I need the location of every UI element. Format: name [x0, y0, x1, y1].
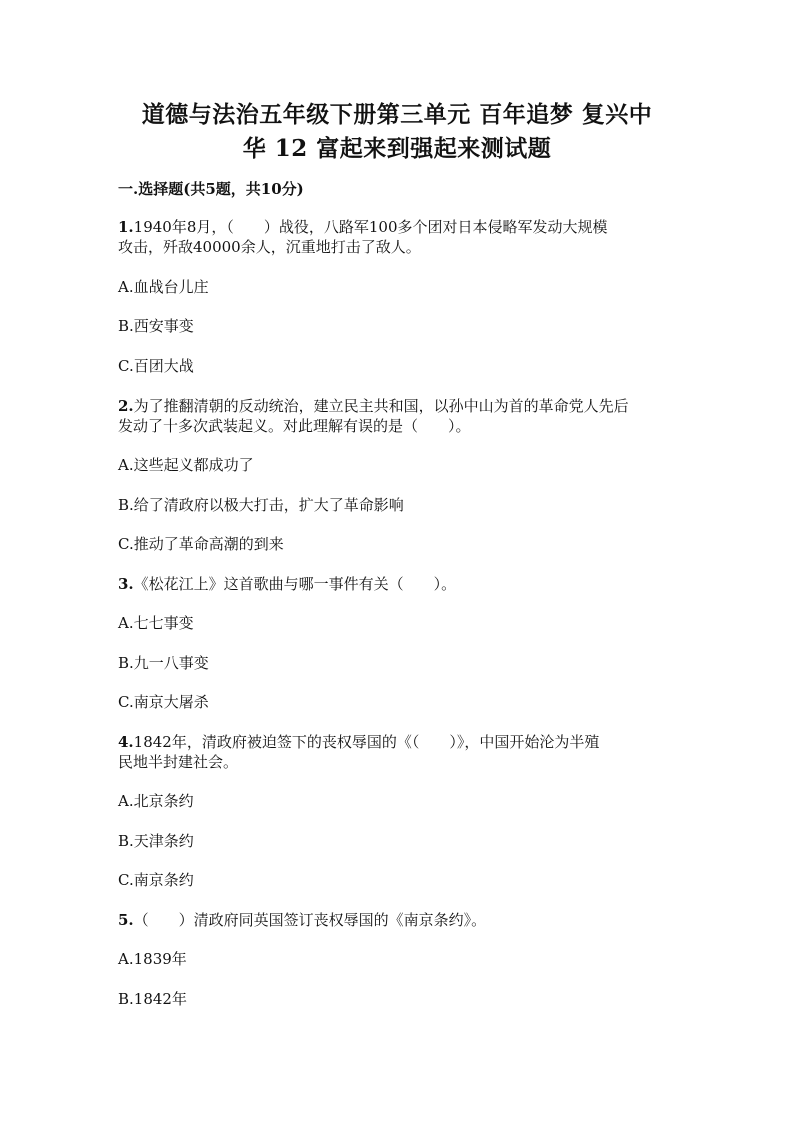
question-3-option-b: B.九一八事变 [118, 654, 209, 672]
question-1-option-c: C.百团大战 [118, 357, 194, 375]
document-title-line-1: 道德与法治五年级下册第三单元 百年追梦 复兴中 [141, 101, 653, 128]
question-3-text: 《松花江上》这首歌曲与哪一事件有关（ ）。 [133, 575, 457, 593]
question-5-number: 5. [118, 911, 134, 929]
question-1-option-b: B.西安事变 [118, 317, 194, 335]
question-3-option-c: C.南京大屠杀 [118, 693, 209, 711]
question-4-option-a: A.北京条约 [118, 792, 194, 810]
question-2-text: 为了推翻清朝的反动统治，建立民主共和国，以孙中山为首的革命党人先后 [133, 397, 629, 415]
question-1-line-2: 攻击，歼敌40000余人，沉重地打击了敌人。 [118, 238, 421, 256]
question-2-line-1 [118, 396, 629, 416]
question-4-option-c: C.南京条约 [118, 871, 194, 889]
question-1-number: 1. [118, 218, 134, 236]
question-3-option-a: A.七七事变 [118, 614, 194, 632]
question-2-line-2: 发动了十多次武装起义。对此理解有误的是（ ）。 [118, 417, 471, 435]
question-4-text: 1842年，清政府被迫签下的丧权辱国的《（ ）》，中国开始沦为半殖 [133, 733, 600, 751]
question-5-option-b: B.1842年 [118, 990, 187, 1008]
question-3-number: 3. [118, 575, 134, 593]
question-3-line-1 [118, 574, 456, 594]
question-2-option-b: B.给了清政府以极大打击，扩大了革命影响 [118, 496, 404, 514]
question-5-text: （ ）清政府同英国签订丧权辱国的《南京条约》。 [133, 911, 487, 929]
question-1-line-1 [118, 217, 608, 237]
question-4-line-1 [118, 732, 599, 752]
section-heading: 一.选择题(共5题，共10分) [118, 180, 304, 198]
document-title-line-2: 华 12 富起来到强起来测试题 [242, 135, 552, 162]
question-4-line-2: 民地半封建社会。 [118, 753, 239, 771]
question-2-option-a: A.这些起义都成功了 [118, 456, 254, 474]
question-4-option-b: B.天津条约 [118, 832, 194, 850]
question-1-text: 1940年8月，（ ）战役，八路军100多个团对日本侵略军发动大规模 [133, 218, 608, 236]
question-5-line-1 [118, 910, 486, 930]
question-5-option-a: A.1839年 [118, 950, 187, 968]
question-2-option-c: C.推动了革命高潮的到来 [118, 535, 284, 553]
question-4-number: 4. [118, 733, 134, 751]
question-1-option-a: A.血战台儿庄 [118, 278, 209, 296]
question-2-number: 2. [118, 397, 134, 415]
